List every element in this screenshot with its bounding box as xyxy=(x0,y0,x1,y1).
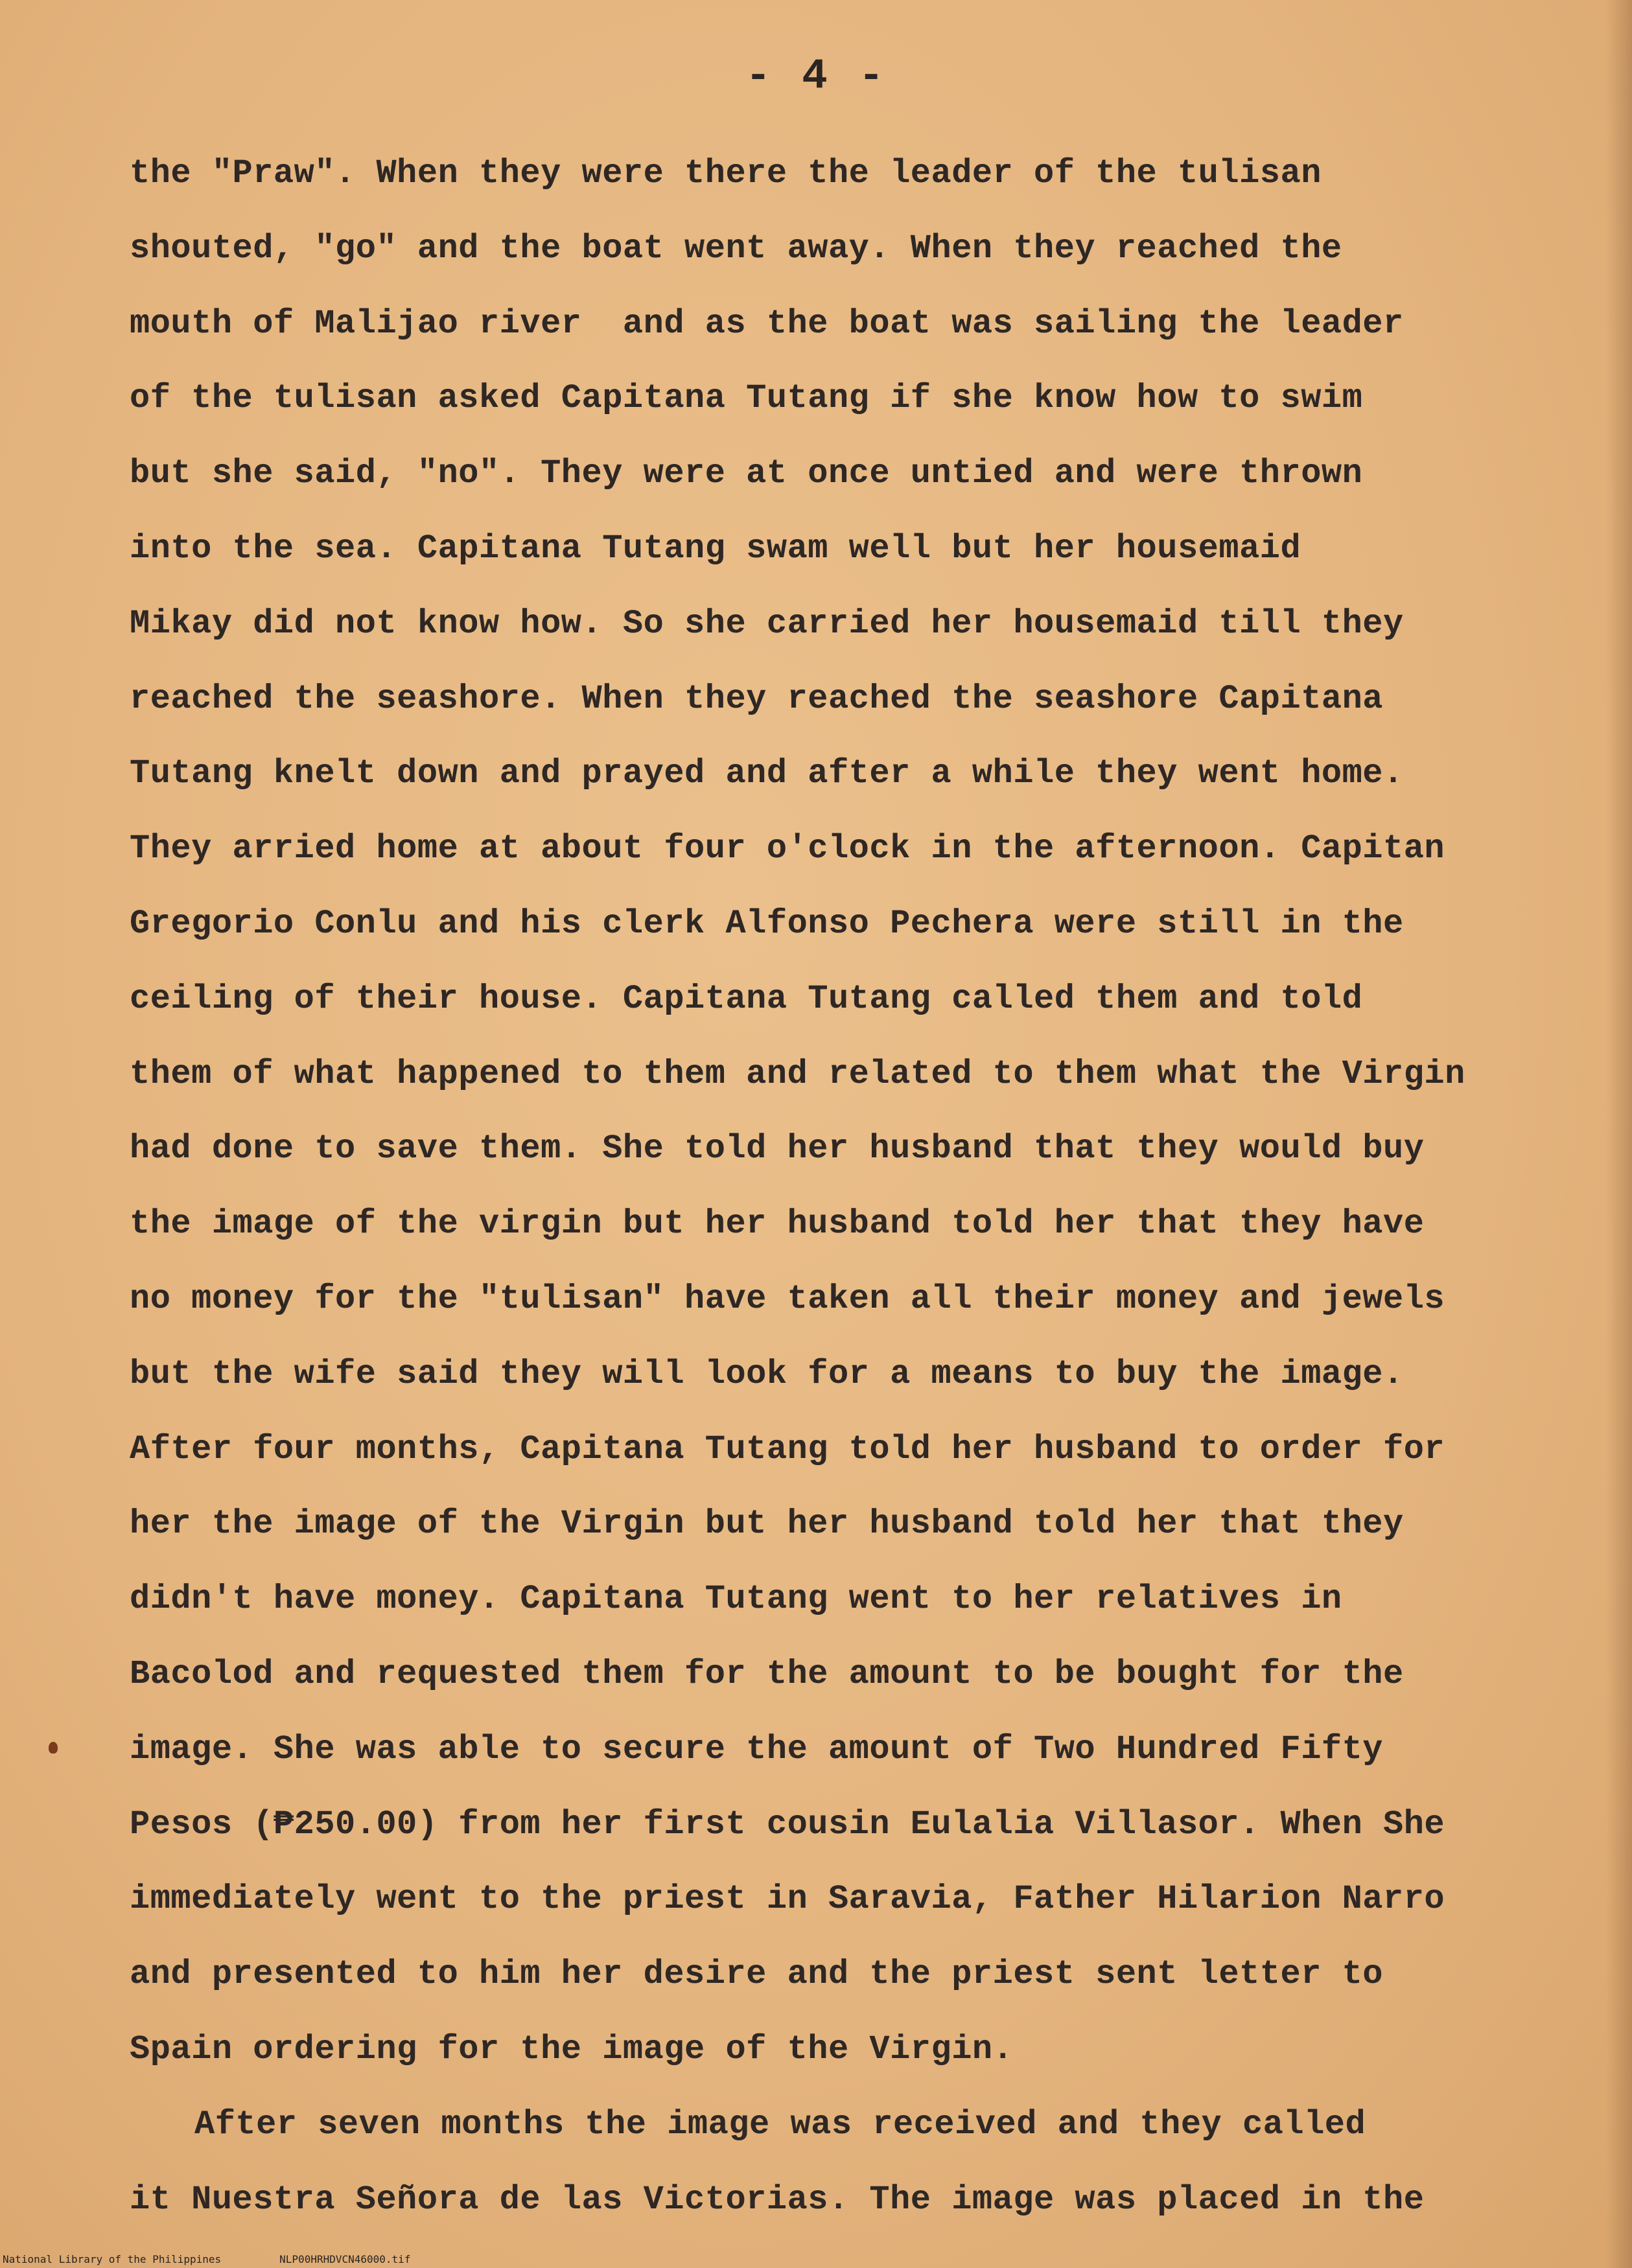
text-line: Bacolod and requested them for the amount to be bought for the xyxy=(130,1654,1404,1693)
text-line: shouted, "go" and the boat went away. When they reached the xyxy=(130,229,1342,268)
text-line: it Nuestra Señora de las Victorias. The image was placed in the xyxy=(130,2180,1425,2219)
text-line: ceiling of their house. Capitana Tutang called them and told xyxy=(130,979,1363,1018)
document-body xyxy=(130,136,1575,2237)
text-line: Spain ordering for the image of the Virgin. xyxy=(130,2030,1014,2068)
text-line: After four months, Capitana Tutang told her husband to order for xyxy=(130,1429,1445,1468)
scan-footer xyxy=(3,2253,469,2265)
ink-blot-mark xyxy=(49,1742,58,1753)
text-line: Mikay did not know how. So she carried her housemaid till they xyxy=(130,604,1404,643)
text-line: image. She was able to secure the amount of Two Hundred Fifty xyxy=(130,1730,1384,1768)
text-line: but the wife said they will look for a means to buy the image. xyxy=(130,1354,1404,1393)
text-line: immediately went to the priest in Saravia, Father Hilarion Narro xyxy=(130,1880,1445,1919)
text-line: no money for the "tulisan" have taken all their money and jewels xyxy=(130,1279,1445,1318)
text-line: and presented to him her desire and the priest sent letter to xyxy=(130,1955,1384,1994)
text-line: the image of the virgin but her husband told her that they have xyxy=(130,1205,1425,1244)
page-edge-shadow xyxy=(1606,0,1632,2268)
text-line: them of what happened to them and related to them what the Virgin xyxy=(130,1054,1465,1093)
footer-file-id: NLP00HRHDVCN46000.tif xyxy=(279,2253,411,2265)
text-line: didn't have money. Capitana Tutang went to her relatives in xyxy=(130,1580,1342,1619)
text-line: her the image of the Virgin but her husband told her that they xyxy=(130,1505,1404,1544)
text-line: had done to save them. She told her husband that they would buy xyxy=(130,1129,1425,1168)
page-number: - 4 - xyxy=(745,52,887,100)
footer-library: National Library of the Philippines xyxy=(3,2253,222,2265)
text-line: They arried home at about four o'clock in the afternoon. Capitan xyxy=(130,829,1445,868)
text-line: reached the seashore. When they reached the seashore Capitana xyxy=(130,679,1384,718)
paragraph-start-line: After seven months the image was received and they called xyxy=(194,2105,1366,2144)
text-line: but she said, "no". They were at once untied and were thrown xyxy=(130,454,1363,493)
text-line: Pesos (₱250.00) from her first cousin Eulalia Villasor. When She xyxy=(130,1805,1445,1844)
text-line: the "Praw". When they were there the leader of the tulisan xyxy=(130,154,1322,192)
text-line: into the sea. Capitana Tutang swam well but her housemaid xyxy=(130,529,1301,568)
text-line: Gregorio Conlu and his clerk Alfonso Pechera were still in the xyxy=(130,904,1404,943)
text-line: of the tulisan asked Capitana Tutang if she know how to swim xyxy=(130,379,1363,418)
text-line: mouth of Malijao river and as the boat was sailing the leader xyxy=(130,304,1404,343)
text-line: Tutang knelt down and prayed and after a while they went home. xyxy=(130,754,1404,793)
